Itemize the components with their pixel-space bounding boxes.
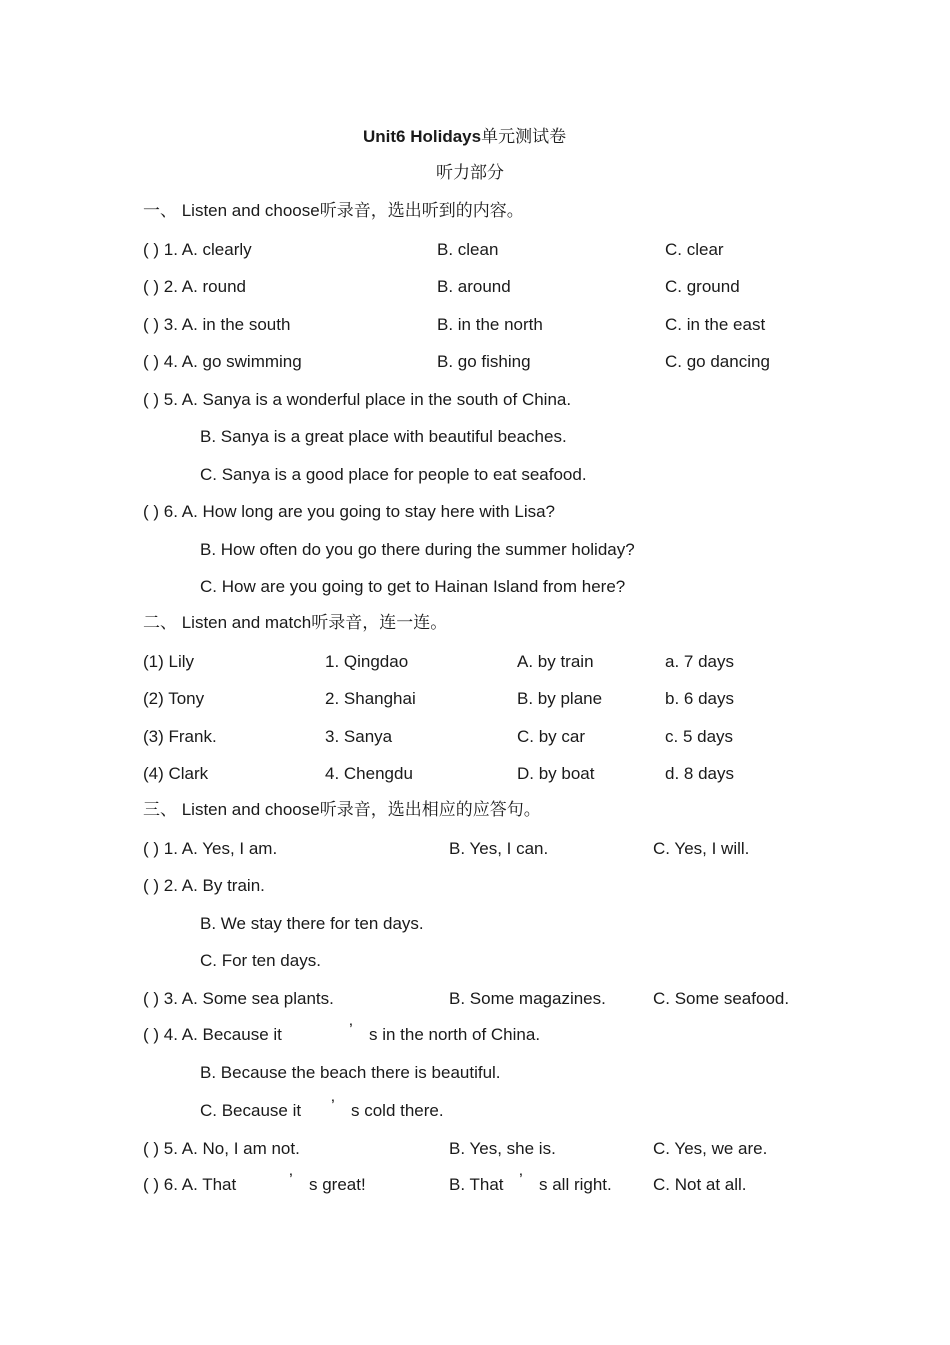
s3-q4-option-b: B. Because the beach there is beautiful. bbox=[200, 1063, 501, 1082]
match-duration-a: a. 7 days bbox=[665, 652, 734, 671]
s3-q4-option-a-part1: ( ) 4. A. Because it bbox=[143, 1025, 282, 1044]
s3-q1-option-c: C. Yes, I will. bbox=[653, 839, 750, 858]
s3-q5-option-b: B. Yes, she is. bbox=[449, 1139, 556, 1158]
s1-q6-option-b: B. How often do you go there during the summer holiday? bbox=[200, 540, 635, 559]
s3-q6-option-b-part1: B. That bbox=[449, 1175, 504, 1194]
title-english: Unit6 Holidays bbox=[363, 127, 482, 146]
s3-q3-option-b: B. Some magazines. bbox=[449, 989, 606, 1008]
title-chinese: 单元测试卷 bbox=[481, 127, 567, 146]
page-title bbox=[363, 127, 566, 147]
s3-q4-option-a-part2: s in the north of China. bbox=[369, 1025, 541, 1044]
s1-q1-option-c: C. clear bbox=[665, 240, 724, 259]
s3-q2-option-b: B. We stay there for ten days. bbox=[200, 914, 424, 933]
s1-q6-option-c: C. How are you going to get to Hainan Island from here? bbox=[200, 577, 626, 596]
s1-q1-option-b: B. clean bbox=[437, 240, 499, 259]
s3-q6-option-a-part2: s great! bbox=[309, 1175, 366, 1194]
section2-heading: 二、 Listen and match听录音，连一连。 bbox=[143, 613, 448, 632]
s1-q2-option-b: B. around bbox=[437, 277, 511, 296]
s3-q2-option-a: ( ) 2. A. By train. bbox=[143, 876, 265, 895]
s3-q1-option-b: B. Yes, I can. bbox=[449, 839, 549, 858]
s1-q6-option-a: ( ) 6. A. How long are you going to stay here with Lisa? bbox=[143, 502, 556, 521]
s1-q3-option-c: C. in the east bbox=[665, 315, 766, 334]
s1-q4-option-b: B. go fishing bbox=[437, 352, 531, 371]
match-duration-c: c. 5 days bbox=[665, 727, 734, 746]
s3-q4-option-c-apostrophe: ’ bbox=[331, 1096, 335, 1115]
match-transport-c: C. by car bbox=[517, 727, 586, 746]
s1-q4-option-c: C. go dancing bbox=[665, 352, 770, 371]
match-duration-d: d. 8 days bbox=[665, 764, 734, 783]
s1-q1-option-a: ( ) 1. A. clearly bbox=[143, 240, 252, 259]
s1-q3-option-b: B. in the north bbox=[437, 315, 543, 334]
s3-q6-option-b-apostrophe: ’ bbox=[519, 1170, 523, 1189]
match-transport-b: B. by plane bbox=[517, 689, 603, 708]
s1-q5-option-b: B. Sanya is a great place with beautiful beaches. bbox=[200, 427, 567, 446]
match-transport-a: A. by train bbox=[517, 652, 594, 671]
s1-q2-option-a: ( ) 2. A. round bbox=[143, 277, 246, 296]
s1-q5-option-a: ( ) 5. A. Sanya is a wonderful place in the south of China. bbox=[143, 390, 572, 409]
s3-q5-option-c: C. Yes, we are. bbox=[653, 1139, 768, 1158]
s3-q4-option-a-apostrophe: ’ bbox=[349, 1020, 353, 1039]
s3-q1-option-a: ( ) 1. A. Yes, I am. bbox=[143, 839, 278, 858]
match-place-4: 4. Chengdu bbox=[325, 764, 413, 783]
page-subtitle: 听力部分 bbox=[436, 163, 504, 182]
s3-q6-option-b-part2: s all right. bbox=[539, 1175, 612, 1194]
section1-heading: 一、 Listen and choose听录音，选出听到的内容。 bbox=[143, 201, 524, 220]
s1-q4-option-a: ( ) 4. A. go swimming bbox=[143, 352, 302, 371]
match-person-3: (3) Frank. bbox=[143, 727, 217, 746]
s3-q4-option-c-part2: s cold there. bbox=[351, 1101, 444, 1120]
match-place-1: 1. Qingdao bbox=[325, 652, 409, 671]
s1-q3-option-a: ( ) 3. A. in the south bbox=[143, 315, 291, 334]
s3-q3-option-a: ( ) 3. A. Some sea plants. bbox=[143, 989, 334, 1008]
s3-q2-option-c: C. For ten days. bbox=[200, 951, 321, 970]
s1-q2-option-c: C. ground bbox=[665, 277, 740, 296]
match-person-2: (2) Tony bbox=[143, 689, 205, 708]
s1-q5-option-c: C. Sanya is a good place for people to eat seafood. bbox=[200, 465, 587, 484]
s3-q5-option-a: ( ) 5. A. No, I am not. bbox=[143, 1139, 300, 1158]
match-place-3: 3. Sanya bbox=[325, 727, 393, 746]
match-person-1: (1) Lily bbox=[143, 652, 195, 671]
match-duration-b: b. 6 days bbox=[665, 689, 734, 708]
section3-heading: 三、 Listen and choose听录音，选出相应的应答句。 bbox=[143, 800, 541, 819]
s3-q6-option-a-part1: ( ) 6. A. That bbox=[143, 1175, 237, 1194]
match-person-4: (4) Clark bbox=[143, 764, 209, 783]
s3-q4-option-c-part1: C. Because it bbox=[200, 1101, 302, 1120]
s3-q6-option-a-apostrophe: ’ bbox=[289, 1170, 293, 1189]
match-place-2: 2. Shanghai bbox=[325, 689, 416, 708]
match-transport-d: D. by boat bbox=[517, 764, 595, 783]
s3-q3-option-c: C. Some seafood. bbox=[653, 989, 790, 1008]
s3-q6-option-c: C. Not at all. bbox=[653, 1175, 747, 1194]
